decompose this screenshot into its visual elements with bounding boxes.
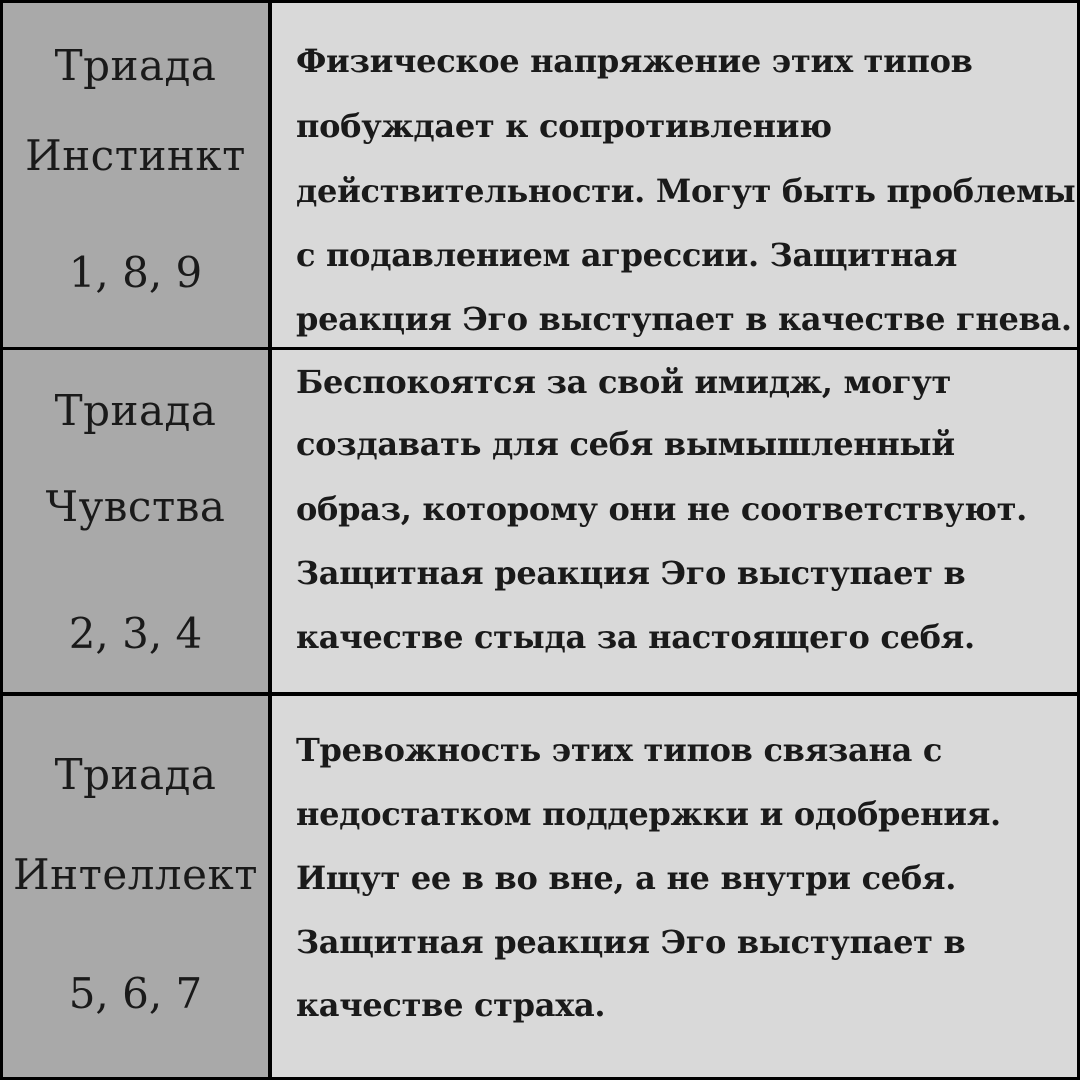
triad-type-numbers: 1, 8, 9 — [68, 248, 203, 297]
description-line: Тревожность этих типов связана с — [296, 731, 943, 769]
description-line: Защитная реакция Эго выступает в — [296, 923, 966, 961]
description-line: побуждает к сопротивлению — [296, 107, 832, 145]
triad-label-feeling — [3, 350, 268, 692]
description-line: с подавлением агрессии. Защитная — [296, 236, 958, 274]
description-line: реакция Эго выступает в качестве гнева. — [296, 300, 1072, 338]
triad-label-intellect — [3, 696, 268, 1077]
description-line: недостатком поддержки и одобрения. — [296, 795, 1001, 833]
triad-title-name: Чувства — [45, 482, 226, 531]
triad-title-name: Инстинкт — [25, 131, 246, 180]
description-line: Физическое напряжение этих типов — [296, 42, 973, 80]
description-line: качестве страха. — [296, 986, 606, 1024]
triad-type-numbers: 5, 6, 7 — [68, 969, 203, 1018]
description-line: создавать для себя вымышленный — [296, 425, 955, 463]
triad-title-word: Триада — [54, 41, 217, 90]
description-line: качестве стыда за настоящего себя. — [296, 618, 975, 656]
triad-title-word: Триада — [54, 750, 217, 799]
triad-description-intellect — [272, 696, 1077, 1077]
description-line: Беспокоятся за свой имидж, могут — [296, 363, 952, 401]
triad-type-numbers: 2, 3, 4 — [68, 609, 203, 658]
triad-label-instinct — [3, 3, 268, 347]
description-line: образ, которому они не соответствуют. — [296, 490, 1027, 528]
description-line: Защитная реакция Эго выступает в — [296, 554, 966, 592]
triad-description-feeling — [272, 350, 1077, 692]
description-line: действительности. Могут быть проблемы — [296, 172, 1076, 210]
triad-title-name: Интеллект — [13, 850, 258, 899]
triad-description-instinct — [272, 3, 1077, 347]
description-line: Ищут ее в во вне, а не внутри себя. — [296, 859, 957, 897]
triad-title-word: Триада — [54, 386, 217, 435]
